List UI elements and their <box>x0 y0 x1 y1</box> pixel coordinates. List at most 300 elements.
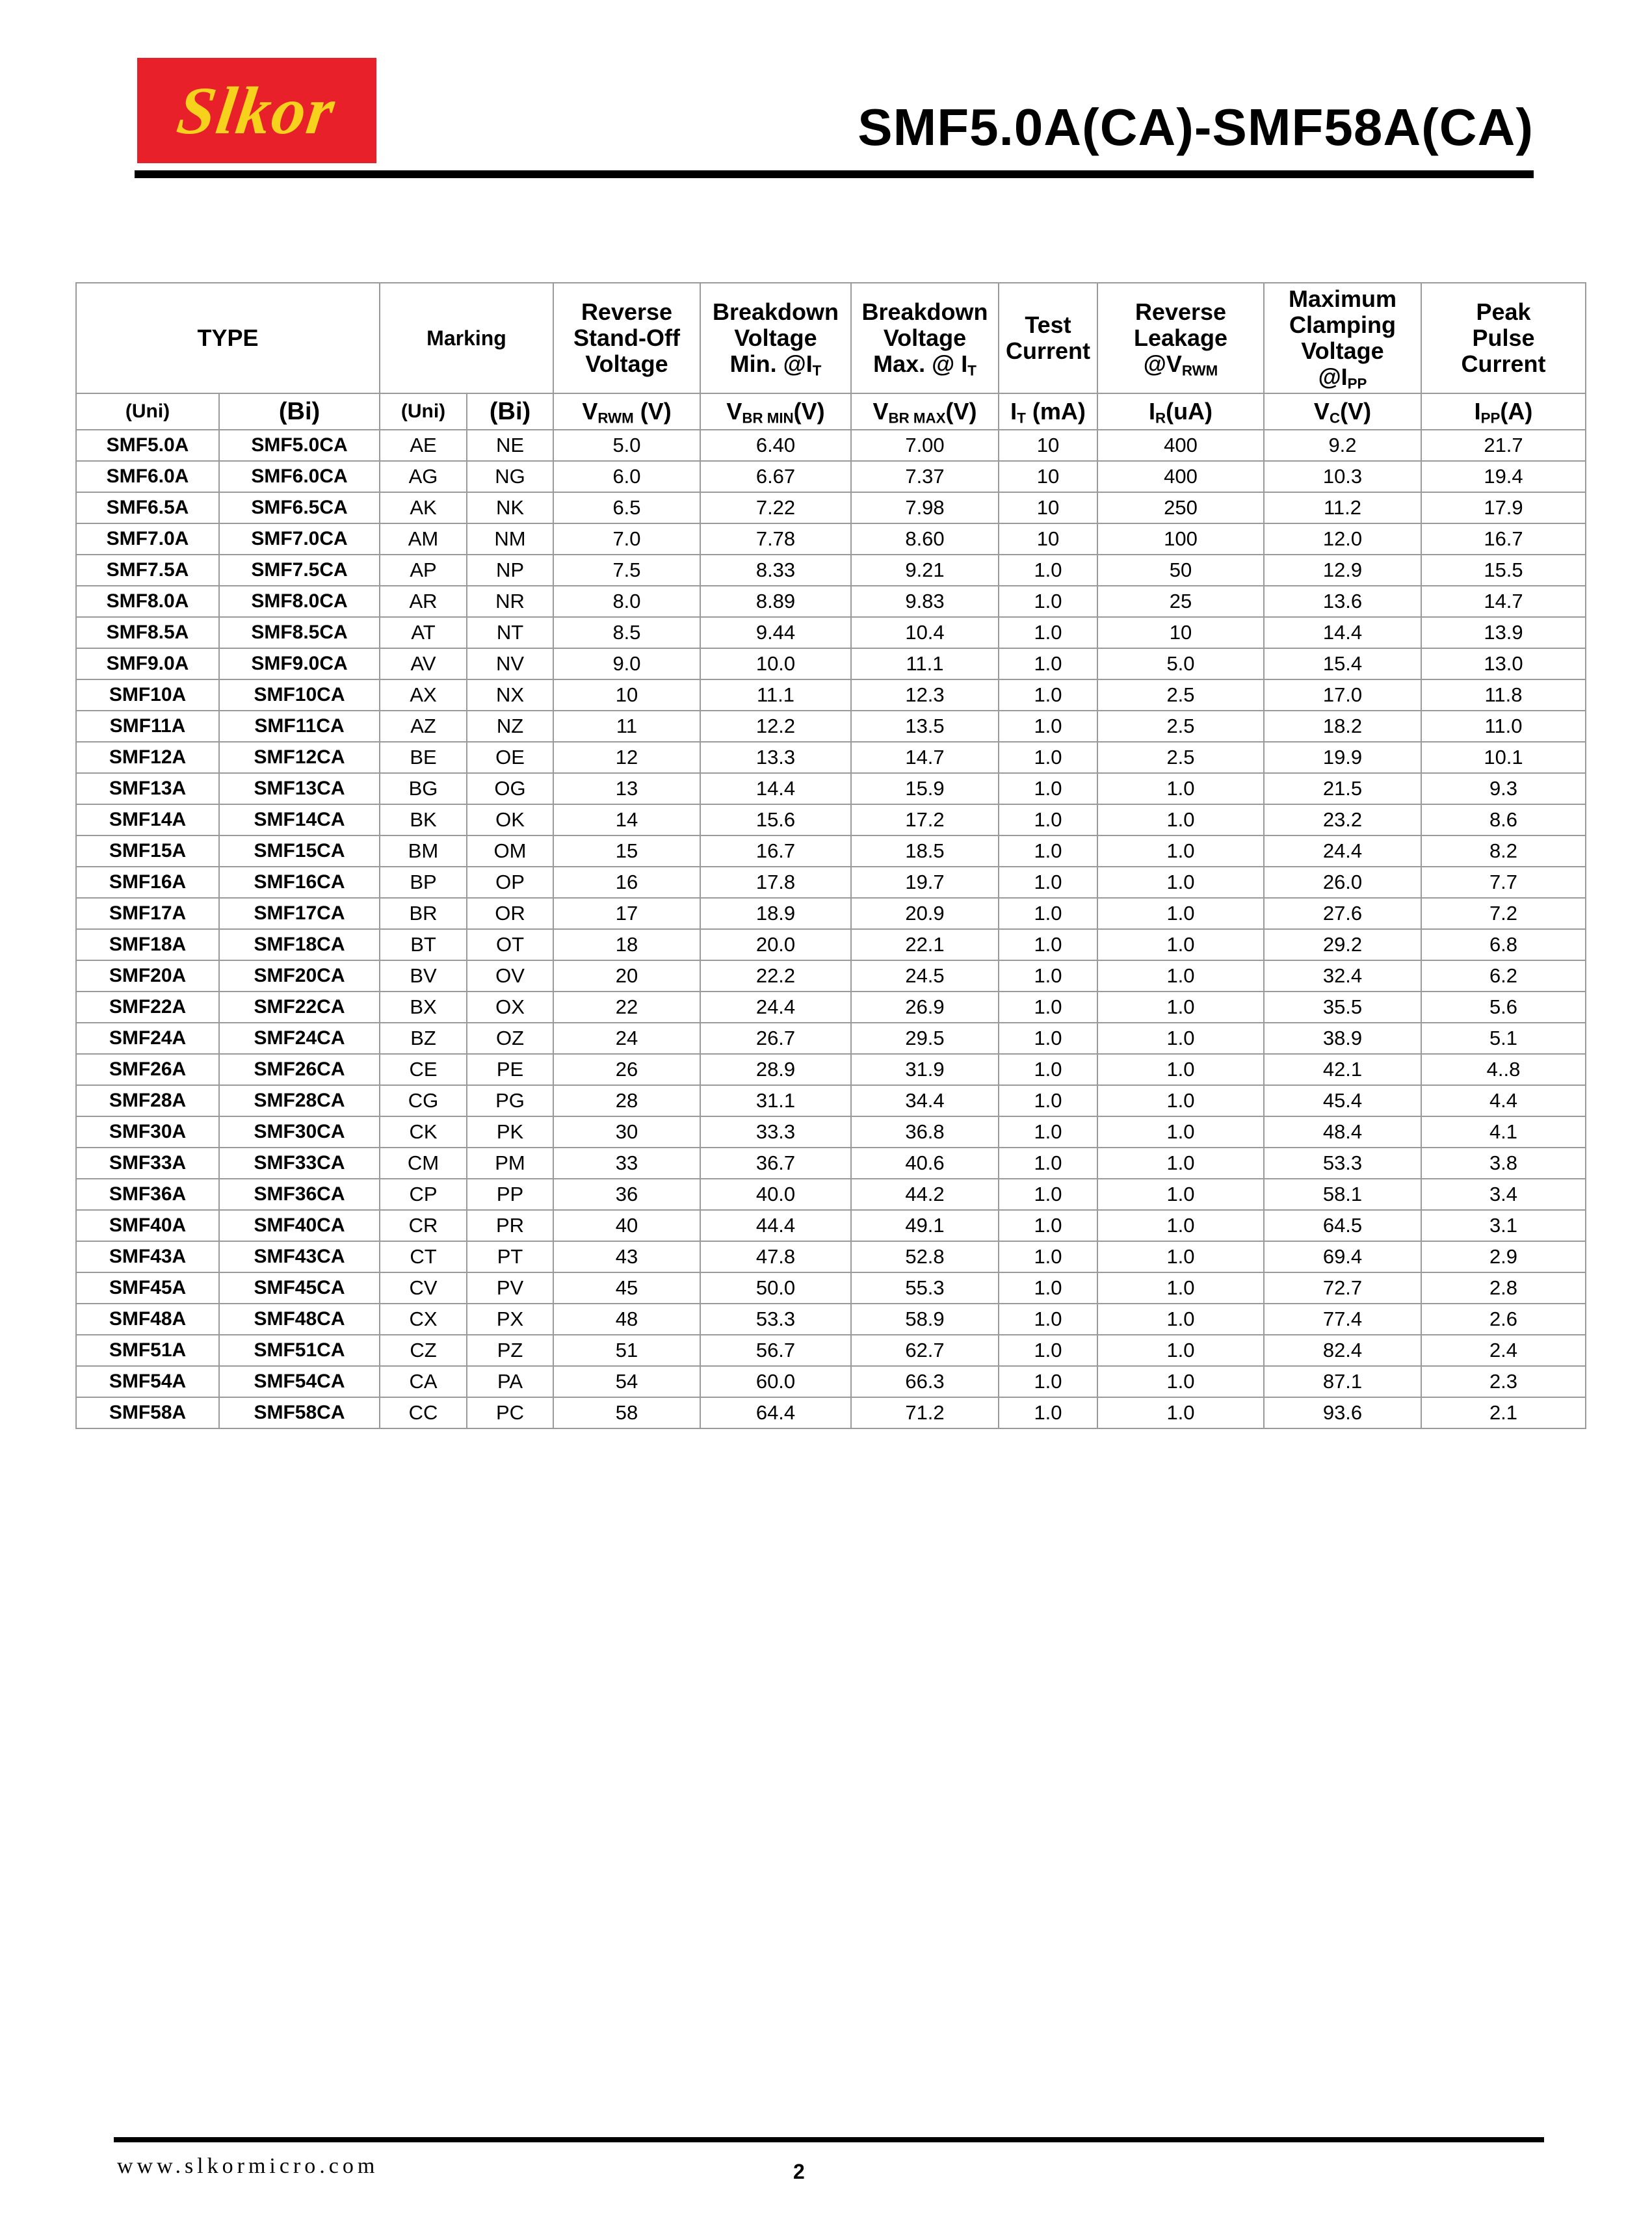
cell-vbr-min: 7.78 <box>700 523 851 555</box>
cell-vbr-min: 8.89 <box>700 586 851 617</box>
cell-vbr-max: 58.9 <box>851 1304 999 1335</box>
cell-marking-uni: AV <box>380 648 467 679</box>
cell-ipp: 3.1 <box>1421 1210 1586 1241</box>
cell-marking-uni: CV <box>380 1272 467 1304</box>
table-row <box>76 867 1586 898</box>
cell-marking-bi: OZ <box>467 1023 553 1054</box>
cell-ir: 25 <box>1097 586 1264 617</box>
cell-vc: 14.4 <box>1264 617 1421 648</box>
cell-it: 1.0 <box>999 1148 1097 1179</box>
cell-it: 1.0 <box>999 1335 1097 1366</box>
cell-it: 1.0 <box>999 679 1097 711</box>
cell-type-bi: SMF43CA <box>219 1241 380 1272</box>
cell-vrwm: 43 <box>553 1241 700 1272</box>
cell-vbr-min: 14.4 <box>700 773 851 804</box>
cell-marking-bi: PV <box>467 1272 553 1304</box>
cell-ir: 1.0 <box>1097 1304 1264 1335</box>
cell-ir: 1.0 <box>1097 992 1264 1023</box>
cell-ir: 1.0 <box>1097 804 1264 835</box>
unit-ipp: $I_{PP}(A)$ <box>1421 393 1586 430</box>
cell-vbr-min: 40.0 <box>700 1179 851 1210</box>
cell-ipp: 21.7 <box>1421 430 1586 461</box>
cell-vc: 29.2 <box>1264 929 1421 960</box>
cell-vbr-min: 7.22 <box>700 492 851 523</box>
cell-type-bi: SMF10CA <box>219 679 380 711</box>
cell-vbr-min: 17.8 <box>700 867 851 898</box>
cell-vbr-max: 13.5 <box>851 711 999 742</box>
cell-ir: 1.0 <box>1097 898 1264 929</box>
table-row <box>76 648 1586 679</box>
cell-it: 1.0 <box>999 960 1097 992</box>
page-number: 2 <box>793 2160 805 2183</box>
cell-marking-bi: NE <box>467 430 553 461</box>
cell-ipp: 6.8 <box>1421 929 1586 960</box>
cell-vbr-max: 26.9 <box>851 992 999 1023</box>
cell-vbr-min: 18.9 <box>700 898 851 929</box>
cell-type-bi: SMF15CA <box>219 835 380 867</box>
cell-marking-uni: CP <box>380 1179 467 1210</box>
table-row <box>76 742 1586 773</box>
cell-vc: 32.4 <box>1264 960 1421 992</box>
table-row <box>76 1272 1586 1304</box>
cell-vc: 18.2 <box>1264 711 1421 742</box>
cell-vbr-min: 16.7 <box>700 835 851 867</box>
cell-it: 1.0 <box>999 773 1097 804</box>
cell-type-bi: SMF5.0CA <box>219 430 380 461</box>
cell-ipp: 13.0 <box>1421 648 1586 679</box>
cell-vrwm: 15 <box>553 835 700 867</box>
cell-vrwm: 5.0 <box>553 430 700 461</box>
cell-vbr-min: 56.7 <box>700 1335 851 1366</box>
cell-ir: 10 <box>1097 617 1264 648</box>
cell-it: 10 <box>999 430 1097 461</box>
cell-ir: 1.0 <box>1097 960 1264 992</box>
cell-marking-bi: OE <box>467 742 553 773</box>
table-row <box>76 898 1586 929</box>
cell-ipp: 8.6 <box>1421 804 1586 835</box>
cell-marking-bi: NR <box>467 586 553 617</box>
cell-marking-uni: AE <box>380 430 467 461</box>
cell-type-uni: SMF54A <box>76 1366 219 1397</box>
unit-vbrmin: $V_{BR MIN}(V)$ <box>700 393 851 430</box>
cell-vrwm: 14 <box>553 804 700 835</box>
cell-it: 1.0 <box>999 835 1097 867</box>
cell-marking-bi: NP <box>467 555 553 586</box>
cell-vbr-max: 19.7 <box>851 867 999 898</box>
cell-vc: 24.4 <box>1264 835 1421 867</box>
cell-vc: 93.6 <box>1264 1397 1421 1428</box>
cell-marking-uni: BG <box>380 773 467 804</box>
cell-ir: 1.0 <box>1097 1241 1264 1272</box>
cell-ir: 1.0 <box>1097 1054 1264 1085</box>
header-breakdown-min: Breakdown Voltage Min. $@I_T$ <box>700 283 851 393</box>
cell-marking-bi: PX <box>467 1304 553 1335</box>
cell-ipp: 16.7 <box>1421 523 1586 555</box>
unit-vrwm: $V_{RWM}$ (V) <box>553 393 700 430</box>
cell-marking-uni: CR <box>380 1210 467 1241</box>
cell-ipp: 2.3 <box>1421 1366 1586 1397</box>
cell-vbr-max: 62.7 <box>851 1335 999 1366</box>
cell-vc: 45.4 <box>1264 1085 1421 1116</box>
cell-type-bi: SMF20CA <box>219 960 380 992</box>
cell-type-bi: SMF33CA <box>219 1148 380 1179</box>
cell-ir: 1.0 <box>1097 1116 1264 1148</box>
cell-type-bi: SMF14CA <box>219 804 380 835</box>
cell-marking-bi: PE <box>467 1054 553 1085</box>
cell-vc: 27.6 <box>1264 898 1421 929</box>
cell-type-uni: SMF58A <box>76 1397 219 1428</box>
cell-type-uni: SMF17A <box>76 898 219 929</box>
cell-marking-bi: OX <box>467 992 553 1023</box>
cell-type-bi: SMF16CA <box>219 867 380 898</box>
cell-vc: 38.9 <box>1264 1023 1421 1054</box>
cell-type-uni: SMF48A <box>76 1304 219 1335</box>
table-row <box>76 430 1586 461</box>
cell-vrwm: 13 <box>553 773 700 804</box>
cell-ipp: 9.3 <box>1421 773 1586 804</box>
cell-it: 1.0 <box>999 1241 1097 1272</box>
cell-ipp: 3.8 <box>1421 1148 1586 1179</box>
cell-vbr-min: 26.7 <box>700 1023 851 1054</box>
unit-uni: (Uni) <box>76 393 219 430</box>
cell-vc: 82.4 <box>1264 1335 1421 1366</box>
cell-ipp: 2.1 <box>1421 1397 1586 1428</box>
cell-vbr-max: 8.60 <box>851 523 999 555</box>
cell-vc: 12.0 <box>1264 523 1421 555</box>
header-type: TYPE <box>76 283 380 393</box>
cell-marking-uni: BX <box>380 992 467 1023</box>
cell-it: 1.0 <box>999 1397 1097 1428</box>
table-row <box>76 1241 1586 1272</box>
cell-it: 1.0 <box>999 586 1097 617</box>
header-marking: Marking <box>380 283 553 393</box>
table-row <box>76 492 1586 523</box>
cell-vrwm: 6.5 <box>553 492 700 523</box>
header-reverse-leakage: Reverse Leakage $@V_{RWM}$ <box>1097 283 1264 393</box>
cell-type-uni: SMF9.0A <box>76 648 219 679</box>
cell-ipp: 7.2 <box>1421 898 1586 929</box>
cell-vbr-max: 24.5 <box>851 960 999 992</box>
cell-marking-uni: BK <box>380 804 467 835</box>
cell-vbr-max: 20.9 <box>851 898 999 929</box>
table-row <box>76 1397 1586 1428</box>
table-row <box>76 929 1586 960</box>
cell-it: 1.0 <box>999 867 1097 898</box>
cell-ipp: 4..8 <box>1421 1054 1586 1085</box>
cell-type-bi: SMF12CA <box>219 742 380 773</box>
cell-type-bi: SMF8.5CA <box>219 617 380 648</box>
cell-ir: 1.0 <box>1097 1148 1264 1179</box>
cell-marking-bi: NT <box>467 617 553 648</box>
cell-type-uni: SMF18A <box>76 929 219 960</box>
cell-it: 1.0 <box>999 1272 1097 1304</box>
cell-it: 1.0 <box>999 1085 1097 1116</box>
cell-type-bi: SMF45CA <box>219 1272 380 1304</box>
cell-vbr-min: 11.1 <box>700 679 851 711</box>
cell-vrwm: 48 <box>553 1304 700 1335</box>
logo-text: Slkor <box>173 73 341 148</box>
cell-vbr-min: 15.6 <box>700 804 851 835</box>
cell-it: 1.0 <box>999 1179 1097 1210</box>
cell-type-uni: SMF8.5A <box>76 617 219 648</box>
table-row <box>76 1023 1586 1054</box>
cell-it: 1.0 <box>999 742 1097 773</box>
cell-vbr-min: 8.33 <box>700 555 851 586</box>
cell-marking-bi: OV <box>467 960 553 992</box>
cell-it: 1.0 <box>999 711 1097 742</box>
cell-marking-uni: AP <box>380 555 467 586</box>
cell-ir: 50 <box>1097 555 1264 586</box>
unit-vbrmax: $V_{BR MAX}(V)$ <box>851 393 999 430</box>
cell-it: 1.0 <box>999 617 1097 648</box>
cell-vc: 26.0 <box>1264 867 1421 898</box>
cell-ir: 5.0 <box>1097 648 1264 679</box>
cell-type-bi: SMF28CA <box>219 1085 380 1116</box>
cell-type-bi: SMF36CA <box>219 1179 380 1210</box>
table-row <box>76 679 1586 711</box>
cell-vc: 21.5 <box>1264 773 1421 804</box>
cell-vbr-max: 14.7 <box>851 742 999 773</box>
cell-it: 1.0 <box>999 555 1097 586</box>
cell-marking-bi: PP <box>467 1179 553 1210</box>
cell-type-bi: SMF11CA <box>219 711 380 742</box>
cell-it: 1.0 <box>999 1304 1097 1335</box>
table-row <box>76 555 1586 586</box>
cell-vbr-min: 50.0 <box>700 1272 851 1304</box>
cell-type-uni: SMF13A <box>76 773 219 804</box>
cell-marking-bi: NM <box>467 523 553 555</box>
table-row <box>76 960 1586 992</box>
cell-type-uni: SMF36A <box>76 1179 219 1210</box>
cell-marking-bi: OK <box>467 804 553 835</box>
header-reverse-standoff: Reverse Stand-Off Voltage <box>553 283 700 393</box>
cell-type-uni: SMF6.0A <box>76 461 219 492</box>
cell-vrwm: 22 <box>553 992 700 1023</box>
cell-vrwm: 28 <box>553 1085 700 1116</box>
cell-vrwm: 40 <box>553 1210 700 1241</box>
cell-ir: 1.0 <box>1097 1335 1264 1366</box>
footer-url[interactable]: www.slkormicro.com <box>117 2154 379 2178</box>
cell-marking-uni: AT <box>380 617 467 648</box>
cell-it: 10 <box>999 523 1097 555</box>
cell-vbr-max: 55.3 <box>851 1272 999 1304</box>
cell-ir: 250 <box>1097 492 1264 523</box>
cell-vc: 58.1 <box>1264 1179 1421 1210</box>
cell-vrwm: 12 <box>553 742 700 773</box>
company-logo <box>137 58 376 163</box>
cell-vc: 17.0 <box>1264 679 1421 711</box>
cell-type-uni: SMF33A <box>76 1148 219 1179</box>
cell-vrwm: 17 <box>553 898 700 929</box>
cell-marking-uni: CA <box>380 1366 467 1397</box>
cell-vbr-max: 15.9 <box>851 773 999 804</box>
cell-vbr-max: 34.4 <box>851 1085 999 1116</box>
cell-vbr-min: 60.0 <box>700 1366 851 1397</box>
cell-marking-uni: CT <box>380 1241 467 1272</box>
cell-marking-uni: CZ <box>380 1335 467 1366</box>
cell-vrwm: 30 <box>553 1116 700 1148</box>
cell-vrwm: 36 <box>553 1179 700 1210</box>
cell-vbr-min: 44.4 <box>700 1210 851 1241</box>
cell-ipp: 5.6 <box>1421 992 1586 1023</box>
cell-vbr-min: 33.3 <box>700 1116 851 1148</box>
table-row <box>76 1116 1586 1148</box>
cell-marking-uni: AR <box>380 586 467 617</box>
cell-marking-uni: CX <box>380 1304 467 1335</box>
table-row <box>76 711 1586 742</box>
unit-marking-bi: (Bi) <box>467 393 553 430</box>
cell-vbr-max: 12.3 <box>851 679 999 711</box>
cell-vbr-max: 9.83 <box>851 586 999 617</box>
cell-marking-bi: NZ <box>467 711 553 742</box>
cell-marking-uni: AK <box>380 492 467 523</box>
cell-ipp: 8.2 <box>1421 835 1586 867</box>
cell-vbr-max: 71.2 <box>851 1397 999 1428</box>
cell-marking-bi: PM <box>467 1148 553 1179</box>
cell-type-uni: SMF22A <box>76 992 219 1023</box>
cell-vbr-max: 66.3 <box>851 1366 999 1397</box>
cell-type-uni: SMF11A <box>76 711 219 742</box>
spec-table <box>75 282 1586 1429</box>
cell-marking-uni: BZ <box>380 1023 467 1054</box>
table-row <box>76 586 1586 617</box>
table-row <box>76 461 1586 492</box>
cell-it: 1.0 <box>999 648 1097 679</box>
cell-type-bi: SMF24CA <box>219 1023 380 1054</box>
cell-vbr-min: 20.0 <box>700 929 851 960</box>
cell-marking-uni: BV <box>380 960 467 992</box>
cell-vbr-max: 7.37 <box>851 461 999 492</box>
cell-vrwm: 8.0 <box>553 586 700 617</box>
cell-it: 1.0 <box>999 1054 1097 1085</box>
cell-it: 10 <box>999 492 1097 523</box>
unit-marking-uni: (Uni) <box>380 393 467 430</box>
cell-type-uni: SMF51A <box>76 1335 219 1366</box>
table-row <box>76 1335 1586 1366</box>
cell-marking-bi: PT <box>467 1241 553 1272</box>
cell-ir: 100 <box>1097 523 1264 555</box>
cell-vbr-min: 47.8 <box>700 1241 851 1272</box>
cell-marking-uni: BR <box>380 898 467 929</box>
cell-ipp: 3.4 <box>1421 1179 1586 1210</box>
table-row <box>76 992 1586 1023</box>
cell-type-uni: SMF7.5A <box>76 555 219 586</box>
cell-vbr-min: 53.3 <box>700 1304 851 1335</box>
cell-ipp: 2.6 <box>1421 1304 1586 1335</box>
header-rule <box>135 170 1534 178</box>
cell-type-bi: SMF30CA <box>219 1116 380 1148</box>
cell-type-uni: SMF5.0A <box>76 430 219 461</box>
cell-ipp: 5.1 <box>1421 1023 1586 1054</box>
cell-ir: 1.0 <box>1097 1023 1264 1054</box>
cell-vbr-min: 6.67 <box>700 461 851 492</box>
cell-it: 1.0 <box>999 804 1097 835</box>
cell-vrwm: 18 <box>553 929 700 960</box>
cell-marking-bi: OP <box>467 867 553 898</box>
cell-vrwm: 26 <box>553 1054 700 1085</box>
cell-vc: 11.2 <box>1264 492 1421 523</box>
table-row <box>76 1304 1586 1335</box>
cell-vc: 72.7 <box>1264 1272 1421 1304</box>
cell-it: 1.0 <box>999 1210 1097 1241</box>
table-row <box>76 617 1586 648</box>
cell-ir: 400 <box>1097 430 1264 461</box>
cell-type-uni: SMF12A <box>76 742 219 773</box>
cell-vrwm: 58 <box>553 1397 700 1428</box>
cell-vc: 64.5 <box>1264 1210 1421 1241</box>
cell-vc: 23.2 <box>1264 804 1421 835</box>
cell-type-bi: SMF22CA <box>219 992 380 1023</box>
cell-type-bi: SMF18CA <box>219 929 380 960</box>
cell-type-bi: SMF7.0CA <box>219 523 380 555</box>
cell-ir: 400 <box>1097 461 1264 492</box>
cell-ipp: 2.4 <box>1421 1335 1586 1366</box>
cell-it: 1.0 <box>999 1366 1097 1397</box>
cell-marking-bi: PK <box>467 1116 553 1148</box>
unit-bi: (Bi) <box>219 393 380 430</box>
cell-it: 1.0 <box>999 1116 1097 1148</box>
cell-type-bi: SMF48CA <box>219 1304 380 1335</box>
table-row <box>76 1179 1586 1210</box>
cell-vbr-min: 13.3 <box>700 742 851 773</box>
cell-ipp: 11.0 <box>1421 711 1586 742</box>
table-row <box>76 1148 1586 1179</box>
cell-type-uni: SMF28A <box>76 1085 219 1116</box>
cell-vbr-min: 22.2 <box>700 960 851 992</box>
cell-marking-bi: NK <box>467 492 553 523</box>
cell-vrwm: 54 <box>553 1366 700 1397</box>
table-row <box>76 1085 1586 1116</box>
cell-vc: 12.9 <box>1264 555 1421 586</box>
cell-vrwm: 16 <box>553 867 700 898</box>
cell-type-bi: SMF26CA <box>219 1054 380 1085</box>
cell-marking-uni: AZ <box>380 711 467 742</box>
cell-vrwm: 33 <box>553 1148 700 1179</box>
cell-ir: 1.0 <box>1097 867 1264 898</box>
cell-marking-uni: BE <box>380 742 467 773</box>
cell-ir: 1.0 <box>1097 1366 1264 1397</box>
cell-ipp: 6.2 <box>1421 960 1586 992</box>
cell-vrwm: 10 <box>553 679 700 711</box>
cell-marking-uni: AX <box>380 679 467 711</box>
cell-ir: 1.0 <box>1097 835 1264 867</box>
cell-marking-uni: BT <box>380 929 467 960</box>
cell-vbr-max: 22.1 <box>851 929 999 960</box>
cell-type-uni: SMF15A <box>76 835 219 867</box>
cell-vc: 42.1 <box>1264 1054 1421 1085</box>
cell-vbr-max: 17.2 <box>851 804 999 835</box>
cell-it: 10 <box>999 461 1097 492</box>
cell-marking-uni: AG <box>380 461 467 492</box>
cell-ir: 2.5 <box>1097 711 1264 742</box>
cell-type-uni: SMF10A <box>76 679 219 711</box>
cell-ir: 1.0 <box>1097 1210 1264 1241</box>
table-row <box>76 1366 1586 1397</box>
cell-type-uni: SMF43A <box>76 1241 219 1272</box>
cell-type-bi: SMF58CA <box>219 1397 380 1428</box>
cell-vrwm: 45 <box>553 1272 700 1304</box>
cell-type-uni: SMF24A <box>76 1023 219 1054</box>
cell-it: 1.0 <box>999 929 1097 960</box>
cell-vbr-max: 52.8 <box>851 1241 999 1272</box>
header-test-current: Test Current <box>999 283 1097 393</box>
cell-ipp: 17.9 <box>1421 492 1586 523</box>
cell-it: 1.0 <box>999 992 1097 1023</box>
cell-ipp: 2.9 <box>1421 1241 1586 1272</box>
cell-vbr-max: 36.8 <box>851 1116 999 1148</box>
cell-vc: 35.5 <box>1264 992 1421 1023</box>
cell-type-bi: SMF6.5CA <box>219 492 380 523</box>
